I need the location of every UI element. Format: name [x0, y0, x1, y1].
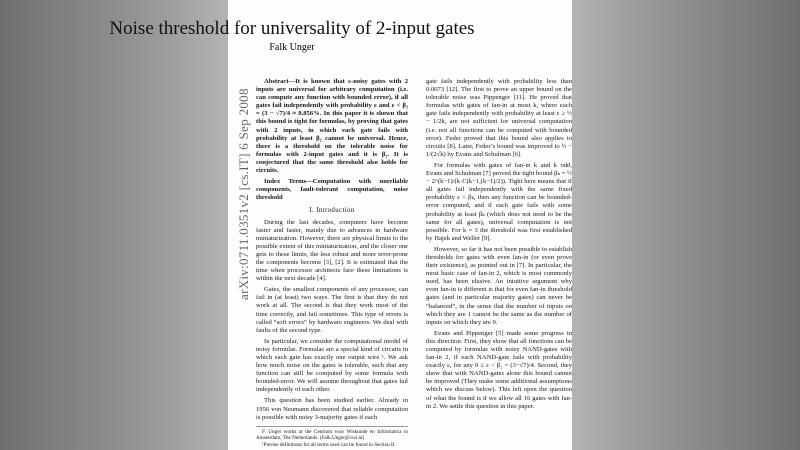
right-margin-backdrop — [572, 0, 800, 450]
intro-paragraph: This question has been studied earlier. Already in 1956 von Neumann discovered that reliable computation is possible with noisy 3-majority gates if each — [256, 397, 408, 421]
left-column — [256, 78, 408, 449]
intro-paragraph: In particular, we consider the computational model of noisy formulas. Formulas are a special kind of circuits in which each gate has exactly one output wire ¹. We ask how much noise on the gates is tolerable, such that any function can still be computed by some formula with bounded-error. We will assume throughout that gates fail independently of each other. — [256, 337, 408, 394]
paper-title: Noise threshold for universality of 2-input gates — [109, 18, 475, 39]
footnote-affiliation: F. Unger works at the Centrum voor Wiskunde en Informatica in Amsterdam, The Netherlands. (Falk.Unger@cwi.nl) — [256, 428, 408, 441]
abstract: Abstract—It is known that ε-noisy gates with 2 inputs are universal for arbitrary computation (i.e. can compute any function with bounded error), if all gates fail independently with probability ε and ε < β₂ = (3 − √7)/4 ≈ 8.856%. In this paper it is shown that this bound is tight for formulas, by proving that gates with 2 inputs, in which each gate fails with probability at least β₂ cannot be universal. Hence, there is a threshold on the tolerable noise for formulas with 2-input gates and it is β₂. It is conjectured that the same threshold also holds for circuits. — [256, 78, 408, 175]
arxiv-stamp: arXiv:0711.0351v2 [cs.IT] 6 Sep 2008 — [236, 88, 251, 300]
right-column — [426, 78, 572, 414]
body-paragraph: gate fails independently with probability less than 0.0073 [12]. The first to prove an upper bound on the tolerable noise was Pippenger [11]. He proved that formulas with gates of fan-in at most k, where each gate fails independently with probability at least ε ≥ ½ − 1/2k, are not sufficient for universal computation (i.e. not all functions can be computed with bounded error). Feder proved that this bound also applies to circuits [8]. Later, Feder’s bound was improved to ½ − 1/(2√k) by Evans and Schulman [6]. — [426, 78, 572, 158]
body-paragraph: For formulas with gates of fan-in k and k odd, Evans and Schulman [7] proved the tight bound βₖ = ½ − 2^(k−1)/(k·C(k−1,(k−1)/2)). Tight here means that if all gates fail independently with the same fixed probability ε < βₖ, then any function can be bounded-error computed, and if each gate fails with some probability at least βₖ (which does not need to be the same for all gates), universal computation is not possible. For k = 3 the threshold was first established by Hajek and Weller [9]. — [426, 161, 572, 242]
intro-paragraph: During the last decades, computers have become faster and faster, mainly due to advances in hardware miniaturization. However, there are physical limits to the possible extent of this miniaturization, and the closer one gets to these limits, the less robust and more error-prone the components become [3], [2]. It is estimated that the time when processor architects face these limitations is within the next decade [4]. — [256, 218, 408, 283]
index-terms: Index Terms—Computation with unreliable components, fault-tolerant computation, noise threshold — [256, 178, 408, 202]
footnotes — [256, 426, 408, 449]
intro-paragraph: Gates, the smallest components of any processor, can fail in (at least) two ways. The first is that they do not work at all. The second is that they work most of the time correctly, and fail sometimes. This type of errors is called “soft errors” by hardware engineers. We deal with faults of the second type. — [256, 286, 408, 334]
body-paragraph: However, so far it has not been possible to establish thresholds for gates with even fan-in (or even prove their existence), as pointed out in [7]. In particular, the most basic case of fan-in 2, which is most commonly used, has been elusive. An intuitive argument why even fan-in is different is that for even fan-in threshold gates (and in particular majority gates) can never be “balanced”, in the sense that the number of inputs on which they are 1 cannot be the same as the number of inputs on which they are 0. — [426, 245, 572, 326]
body-paragraph: Evans and Pippenger [5] made some progress in this direction. First, they show that all functions can be computed by formulas with noisy NAND-gates with fan-in 2, if each NAND-gate fails with probability exactly ε, for any 0 ≤ ε < β₂ = (3−√7)/4. Second, they show that with NAND-gates alone this bound cannot be improved (They make some additional assumptions which we discuss below). This left open the question of what the bound is if we allow all 16 gates with fan-in 2. We settle this question in this paper. — [426, 329, 572, 410]
left-margin-backdrop — [0, 0, 228, 450]
footnote-definitions: ¹Precise definitions for all terms used can be found in Section II. — [262, 442, 396, 449]
section-heading: I. Introduction — [309, 207, 355, 215]
paper-author: Falk Unger — [269, 42, 315, 53]
